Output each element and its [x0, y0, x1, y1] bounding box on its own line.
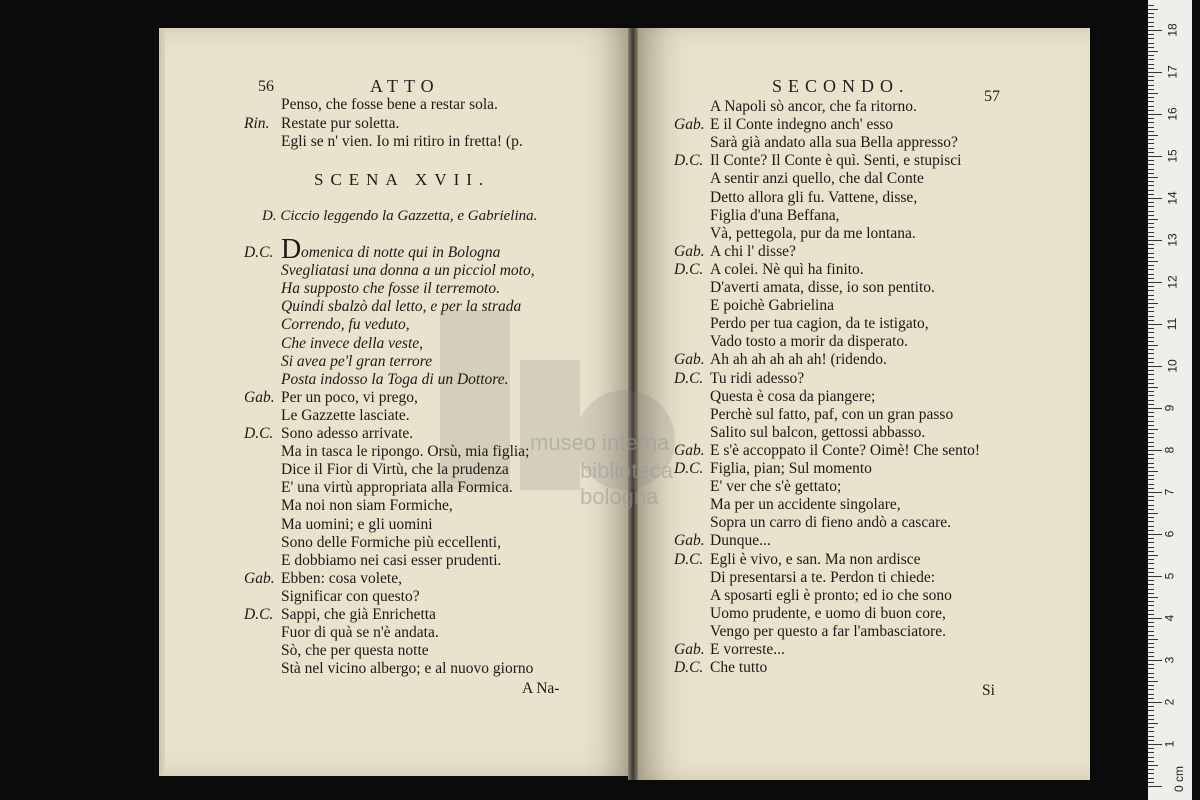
- verse-line: E il Conte indegno anch' esso: [710, 116, 894, 134]
- ruler-tick: [1148, 517, 1154, 518]
- ruler-number: 9: [1162, 404, 1177, 412]
- ruler-tick: [1148, 391, 1154, 392]
- ruler-tick: [1148, 731, 1154, 732]
- verse-line: Vengo per questo a far l'ambasciatore.: [710, 622, 947, 640]
- ruler-tick: [1148, 589, 1154, 590]
- ruler-tick: [1148, 639, 1158, 640]
- measurement-ruler: [1148, 0, 1192, 800]
- ruler-tick: [1148, 463, 1154, 464]
- ruler-tick: [1148, 68, 1154, 69]
- ruler-tick: [1148, 185, 1154, 186]
- verse-line: Figlia d'una Beffana,: [710, 206, 840, 224]
- ruler-tick: [1148, 64, 1154, 65]
- verse-line: Egli è vivo, e san. Ma non ardisce: [710, 550, 921, 568]
- ruler-tick: [1148, 765, 1158, 766]
- verse-line: E dobbiamo nei casi esser prudenti.: [281, 551, 502, 569]
- ruler-tick: [1148, 131, 1154, 132]
- speaker-label: D.C.: [674, 260, 704, 278]
- ruler-tick: [1148, 379, 1154, 380]
- ruler-tick: [1148, 761, 1154, 762]
- ruler-tick: [1148, 652, 1154, 653]
- ruler-tick: [1148, 664, 1154, 665]
- ruler-tick: [1148, 169, 1154, 170]
- verse-line: Sono adesso arrivate.: [281, 425, 414, 442]
- verse-line: A sentir anzi quello, che dal Conte: [710, 170, 924, 188]
- ruler-unit-label: 0 cm: [1172, 765, 1186, 792]
- ruler-tick: [1148, 412, 1154, 413]
- verse-line: Di presentarsi a te. Perdon ti chiede:: [710, 568, 936, 586]
- ruler-tick: [1148, 190, 1154, 191]
- speaker-label: D.C.: [244, 606, 274, 623]
- ruler-tick: [1148, 227, 1154, 228]
- ruler-tick: [1148, 30, 1162, 31]
- ruler-tick: [1148, 626, 1154, 627]
- ruler-tick: [1148, 26, 1154, 27]
- ruler-tick: [1148, 22, 1154, 23]
- speaker-label: D.C.: [674, 550, 704, 568]
- ruler-tick: [1148, 395, 1154, 396]
- ruler-tick: [1148, 164, 1154, 165]
- speaker-label: D.C.: [244, 244, 274, 261]
- ruler-tick: [1148, 38, 1154, 39]
- ruler-tick: [1148, 467, 1154, 468]
- ruler-tick: [1148, 631, 1154, 632]
- ruler-tick: [1148, 597, 1158, 598]
- drop-cap: D: [281, 234, 302, 265]
- ruler-tick: [1148, 605, 1154, 606]
- ruler-tick: [1148, 400, 1154, 401]
- ruler-tick: [1148, 257, 1154, 258]
- ruler-tick: [1148, 673, 1154, 674]
- verse-line: Le Gazzette lasciate.: [281, 406, 410, 424]
- ruler-number: 10: [1165, 359, 1180, 373]
- ruler-tick: [1148, 34, 1154, 35]
- ruler-tick: [1148, 710, 1154, 711]
- ruler-tick: [1148, 576, 1162, 577]
- verse-line: A sposarti egli è pronto; ed io che sono: [710, 586, 952, 604]
- ruler-tick: [1148, 488, 1154, 489]
- verse-line: Sarà già andato alla sua Bella appresso?: [710, 134, 958, 152]
- verse-line: Sò, che per questa notte: [281, 642, 429, 660]
- ruler-tick: [1148, 332, 1154, 333]
- speaker-label: Gab.: [674, 242, 705, 260]
- ruler-tick: [1148, 408, 1162, 409]
- ruler-tick: [1148, 85, 1154, 86]
- ruler-tick: [1148, 282, 1162, 283]
- ruler-tick: [1148, 358, 1154, 359]
- ruler-number: 13: [1165, 233, 1180, 247]
- verse-line: Stà nel vicino albergo; e al nuovo giorno: [281, 660, 534, 678]
- speaker-label: D.C.: [674, 369, 704, 387]
- speaker-label: Gab.: [674, 116, 705, 134]
- verse-line: Correndo, fu veduto,: [281, 316, 410, 334]
- ruler-number: 17: [1165, 65, 1180, 79]
- ruler-tick: [1148, 458, 1154, 459]
- ruler-tick: [1148, 248, 1154, 249]
- ruler-tick: [1148, 425, 1154, 426]
- ruler-tick: [1148, 505, 1154, 506]
- verse-line: E poichè Gabrielina: [710, 297, 834, 315]
- ruler-tick: [1148, 181, 1154, 182]
- scene-title: SCENA XVII.: [314, 170, 491, 189]
- ruler-tick: [1148, 387, 1158, 388]
- ruler-tick: [1148, 706, 1154, 707]
- ruler-tick: [1148, 601, 1154, 602]
- speaker-label: D.C.: [244, 425, 274, 442]
- verse-line: Egli se n' vien. Io mi ritiro in fretta! (p.: [281, 133, 523, 150]
- ruler-tick: [1148, 97, 1154, 98]
- ruler-tick: [1148, 723, 1158, 724]
- left-page-number: 56: [258, 78, 274, 95]
- ruler-tick: [1148, 93, 1158, 94]
- ruler-tick: [1148, 685, 1154, 686]
- right-page-number: 57: [984, 88, 1000, 105]
- verse-line: Ha supposto che fosse il terremoto.: [281, 280, 500, 298]
- ruler-number: 6: [1162, 530, 1177, 538]
- speaker-label: Gab.: [674, 351, 705, 369]
- speaker-label: D.C.: [674, 152, 704, 170]
- ruler-tick: [1148, 366, 1162, 367]
- ruler-number: 4: [1162, 614, 1177, 622]
- ruler-tick: [1148, 202, 1154, 203]
- ruler-number: 7: [1162, 488, 1177, 496]
- ruler-tick: [1148, 148, 1154, 149]
- ruler-tick: [1148, 752, 1154, 753]
- ruler-tick: [1148, 290, 1154, 291]
- watermark-text-1: museo interna: [530, 430, 670, 455]
- ruler-tick: [1148, 311, 1154, 312]
- verse-line: Ebben: cosa volete,: [281, 569, 402, 587]
- ruler-tick: [1148, 72, 1162, 73]
- watermark-text-3: bologna: [580, 484, 659, 509]
- verse-line: Per un poco, vi prego,: [281, 388, 418, 406]
- ruler-tick: [1148, 211, 1154, 212]
- ruler-tick: [1148, 253, 1154, 254]
- ruler-tick: [1148, 59, 1154, 60]
- ruler-tick: [1148, 698, 1154, 699]
- ruler-tick: [1148, 542, 1154, 543]
- speaker-label: Gab.: [674, 641, 705, 658]
- ruler-tick: [1148, 101, 1154, 102]
- ruler-number: 14: [1165, 191, 1180, 205]
- verse-line: omenica di notte qui in Bologna: [301, 244, 501, 261]
- ruler-tick: [1148, 299, 1154, 300]
- ruler-tick: [1148, 404, 1154, 405]
- verse-line: A Napoli sò ancor, che fa ritorno.: [710, 98, 917, 115]
- ruler-tick: [1148, 681, 1158, 682]
- ruler-tick: [1148, 114, 1162, 115]
- ruler-tick: [1148, 719, 1154, 720]
- ruler-tick: [1148, 563, 1154, 564]
- ruler-number: 2: [1162, 698, 1177, 706]
- verse-line: Che invece della veste,: [281, 334, 424, 352]
- ruler-tick: [1148, 324, 1162, 325]
- verse-line: E vorreste...: [710, 641, 785, 658]
- ruler-tick: [1148, 572, 1154, 573]
- stage-direction: D. Ciccio leggendo la Gazzetta, e Gabrielina.: [262, 208, 538, 224]
- ruler-tick: [1148, 177, 1158, 178]
- ruler-tick: [1148, 295, 1154, 296]
- ruler-tick: [1148, 173, 1154, 174]
- ruler-tick: [1148, 715, 1154, 716]
- ruler-tick: [1148, 345, 1158, 346]
- ruler-tick: [1148, 786, 1162, 787]
- ruler-tick: [1148, 778, 1154, 779]
- verse-line: Posta indosso la Toga di un Dottore.: [281, 370, 509, 388]
- ruler-tick: [1148, 206, 1154, 207]
- ruler-number: 3: [1162, 656, 1177, 664]
- ruler-number: 11: [1165, 317, 1180, 331]
- ruler-tick: [1148, 442, 1154, 443]
- verse-line: Si avea pe'l gran terrore: [281, 352, 433, 370]
- ruler-tick: [1148, 127, 1154, 128]
- speaker-label: D.C.: [674, 460, 704, 477]
- ruler-tick: [1148, 215, 1154, 216]
- verse-line: Detto allora gli fu. Vattene, disse,: [710, 188, 918, 206]
- verse-line: Tu ridi adesso?: [710, 369, 805, 387]
- ruler-tick: [1148, 555, 1158, 556]
- ruler-tick: [1148, 55, 1154, 56]
- verse-line: Figlia, pian; Sul momento: [710, 460, 872, 477]
- ruler-tick: [1148, 139, 1154, 140]
- verse-line: Fuor di quà se n'è andata.: [281, 624, 439, 642]
- ruler-tick: [1148, 702, 1162, 703]
- ruler-tick: [1148, 513, 1158, 514]
- verse-line: Svegliatasi una donna a un picciol moto,: [281, 262, 535, 280]
- ruler-tick: [1148, 278, 1154, 279]
- ruler-number: 12: [1165, 275, 1180, 289]
- ruler-tick: [1148, 43, 1154, 44]
- verse-line: Che tutto: [710, 659, 768, 677]
- verse-line: Salito sul balcon, gettossi abbasso.: [710, 423, 926, 441]
- ruler-tick: [1148, 374, 1154, 375]
- verse-line: E s'è accoppato il Conte? Oimè! Che sento!: [710, 441, 981, 459]
- ruler-tick: [1148, 328, 1154, 329]
- ruler-tick: [1148, 580, 1154, 581]
- ruler-tick: [1148, 118, 1154, 119]
- verse-line: A colei. Nè quì ha finito.: [710, 260, 864, 278]
- ruler-tick: [1148, 17, 1154, 18]
- ruler-tick: [1148, 307, 1154, 308]
- ruler-number: 8: [1162, 446, 1177, 454]
- ruler-tick: [1148, 610, 1154, 611]
- ruler-tick: [1148, 47, 1154, 48]
- speaker-label: Rin.: [244, 114, 270, 132]
- ruler-tick: [1148, 668, 1154, 669]
- ruler-number: 16: [1165, 107, 1180, 121]
- ruler-tick: [1148, 13, 1154, 14]
- verse-line: E' una virtù appropriata alla Formica.: [281, 479, 513, 497]
- ruler-tick: [1148, 286, 1154, 287]
- ruler-tick: [1148, 689, 1154, 690]
- ruler-tick: [1148, 450, 1162, 451]
- ruler-tick: [1148, 219, 1158, 220]
- ruler-tick: [1148, 618, 1162, 619]
- ruler-tick: [1148, 303, 1158, 304]
- left-page-header: ATTO: [370, 76, 440, 96]
- ruler-tick: [1148, 320, 1154, 321]
- verse-line: Vado tosto a morir da disperato.: [710, 333, 909, 351]
- ruler-number: 5: [1162, 572, 1177, 580]
- ruler-tick: [1148, 568, 1154, 569]
- verse-line: Ma noi non siam Formiche,: [281, 497, 453, 515]
- ruler-tick: [1148, 269, 1154, 270]
- ruler-tick: [1148, 341, 1154, 342]
- ruler-tick: [1148, 232, 1154, 233]
- ruler-tick: [1148, 614, 1154, 615]
- ruler-tick: [1148, 383, 1154, 384]
- ruler-tick: [1148, 437, 1154, 438]
- ruler-tick: [1148, 106, 1154, 107]
- ruler-tick: [1148, 475, 1154, 476]
- ruler-tick: [1148, 647, 1154, 648]
- verse-line: Ma uomini; e gli uomini: [281, 515, 433, 533]
- ruler-tick: [1148, 547, 1154, 548]
- verse-line: Và, pettegola, pur da me lontana.: [710, 224, 916, 242]
- ruler-tick: [1148, 51, 1158, 52]
- ruler-tick: [1148, 593, 1154, 594]
- ruler-tick: [1148, 80, 1154, 81]
- verse-line: Ma per un accidente singolare,: [710, 496, 901, 514]
- ruler-tick: [1148, 160, 1154, 161]
- verse-line: Significar con questo?: [281, 587, 420, 605]
- speaker-label: Gab.: [674, 441, 705, 459]
- ruler-tick: [1148, 370, 1154, 371]
- ruler-tick: [1148, 353, 1154, 354]
- ruler-tick: [1148, 433, 1154, 434]
- ruler-tick: [1148, 744, 1162, 745]
- ruler-tick: [1148, 240, 1162, 241]
- ruler-tick: [1148, 316, 1154, 317]
- ruler-tick: [1148, 421, 1154, 422]
- ruler-number: 1: [1162, 740, 1177, 748]
- ruler-tick: [1148, 5, 1154, 6]
- ruler-tick: [1148, 337, 1154, 338]
- ruler-tick: [1148, 156, 1162, 157]
- ruler-tick: [1148, 9, 1158, 10]
- verse-line: Dunque...: [710, 532, 771, 550]
- ruler-tick: [1148, 643, 1154, 644]
- ruler-tick: [1148, 244, 1154, 245]
- ruler-tick: [1148, 677, 1154, 678]
- ruler-tick: [1148, 496, 1154, 497]
- ruler-tick: [1148, 635, 1154, 636]
- ruler-tick: [1148, 479, 1154, 480]
- ruler-tick: [1148, 538, 1154, 539]
- ruler-tick: [1148, 110, 1154, 111]
- right-page-header: SECONDO.: [772, 76, 910, 96]
- ruler-tick: [1148, 509, 1154, 510]
- ruler-tick: [1148, 274, 1154, 275]
- ruler-tick: [1148, 349, 1154, 350]
- ruler-tick: [1148, 584, 1154, 585]
- verse-line: A chi l' disse?: [710, 242, 796, 260]
- ruler-tick: [1148, 656, 1154, 657]
- ruler-tick: [1148, 782, 1154, 783]
- speaker-label: D.C.: [674, 659, 704, 677]
- ruler-tick: [1148, 198, 1162, 199]
- ruler-tick: [1148, 454, 1154, 455]
- ruler-tick: [1148, 694, 1154, 695]
- ruler-tick: [1148, 748, 1154, 749]
- ruler-tick: [1148, 261, 1158, 262]
- ruler-tick: [1148, 135, 1158, 136]
- ruler-tick: [1148, 446, 1154, 447]
- ruler-tick: [1148, 521, 1154, 522]
- verse-line: Penso, che fosse bene a restar sola.: [281, 96, 498, 113]
- ruler-tick: [1148, 492, 1162, 493]
- ruler-tick: [1148, 534, 1162, 535]
- ruler-tick: [1148, 122, 1154, 123]
- ruler-tick: [1148, 660, 1162, 661]
- ruler-number: 15: [1165, 149, 1180, 163]
- speaker-label: Gab.: [244, 569, 275, 587]
- ruler-number: 18: [1165, 23, 1180, 37]
- ruler-tick: [1148, 559, 1154, 560]
- verse-line: Il Conte? Il Conte è quì. Senti, e stupisci: [710, 152, 962, 170]
- verse-line: Sono delle Formiche più eccellenti,: [281, 533, 501, 551]
- ruler-tick: [1148, 740, 1154, 741]
- left-catchword: A Na-: [522, 680, 560, 697]
- ruler-tick: [1148, 551, 1154, 552]
- verse-line: Quindi sbalzò dal letto, e per la strada: [281, 298, 522, 316]
- verse-line: D'averti amata, disse, io son pentito.: [710, 279, 935, 296]
- ruler-tick: [1148, 194, 1154, 195]
- ruler-tick: [1148, 484, 1154, 485]
- verse-line: Ah ah ah ah ah ah! (ridendo.: [710, 351, 887, 369]
- right-catchword: Si: [982, 682, 995, 699]
- watermark-text-2: biblioteca: [580, 458, 673, 483]
- speaker-label: Gab.: [674, 532, 705, 550]
- ruler-tick: [1148, 530, 1154, 531]
- ruler-tick: [1148, 265, 1154, 266]
- verse-line: Perdo per tua cagion, da te istigato,: [710, 315, 929, 333]
- ruler-tick: [1148, 152, 1154, 153]
- speaker-label: Gab.: [244, 388, 275, 406]
- ruler-tick: [1148, 429, 1158, 430]
- ruler-tick: [1148, 736, 1154, 737]
- verse-line: Uomo prudente, e uomo di buon core,: [710, 604, 946, 622]
- ruler-tick: [1148, 89, 1154, 90]
- ruler-tick: [1148, 143, 1154, 144]
- verse-line: Questa è cosa da piangere;: [710, 387, 876, 405]
- ruler-tick: [1148, 773, 1154, 774]
- ruler-tick: [1148, 223, 1154, 224]
- verse-line: Perchè sul fatto, paf, con un gran passo: [710, 405, 954, 423]
- ruler-tick: [1148, 500, 1154, 501]
- verse-line: Ma in tasca le ripongo. Orsù, mia figlia;: [281, 443, 530, 461]
- verse-line: Restate pur soletta.: [281, 114, 400, 132]
- ruler-tick: [1148, 236, 1154, 237]
- ruler-tick: [1148, 76, 1154, 77]
- verse-line: Sopra un carro di fieno andò a cascare.: [710, 514, 951, 532]
- ruler-tick: [1148, 416, 1154, 417]
- ruler-tick: [1148, 769, 1154, 770]
- ruler-tick: [1148, 622, 1154, 623]
- verse-line: E' ver che s'è gettato;: [710, 478, 842, 496]
- ruler-tick: [1148, 362, 1154, 363]
- verse-line: Sappi, che già Enrichetta: [281, 606, 436, 623]
- ruler-tick: [1148, 471, 1158, 472]
- ruler-tick: [1148, 757, 1154, 758]
- verse-line: Dice il Fior di Virtù, che la prudenza: [281, 461, 509, 479]
- ruler-tick: [1148, 526, 1154, 527]
- ruler-tick: [1148, 727, 1154, 728]
